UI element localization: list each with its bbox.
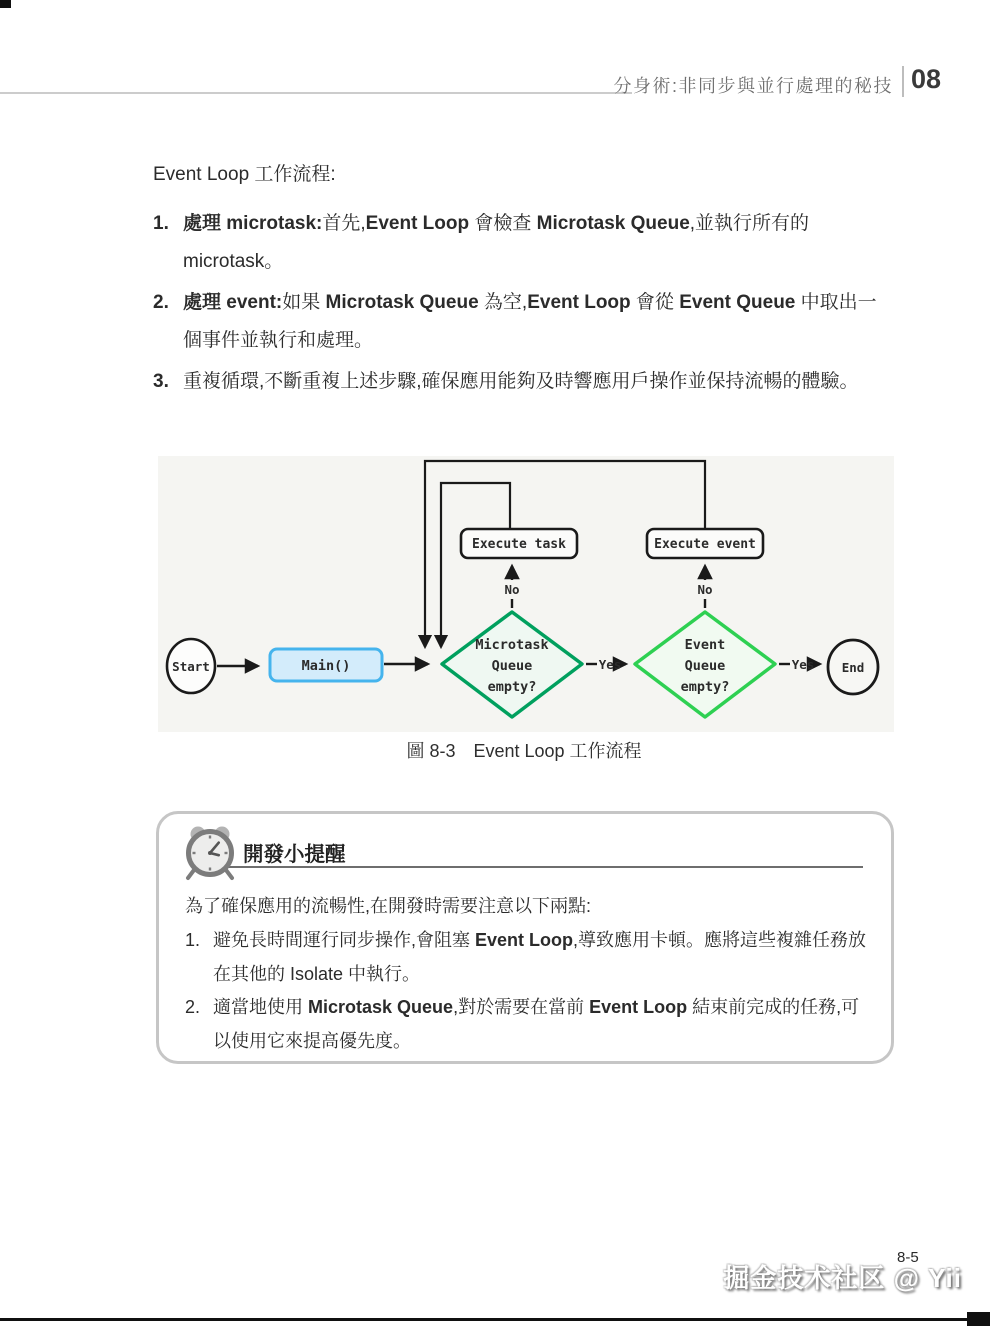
yes-label-1: Yes	[598, 657, 622, 672]
crop-mark-top-left	[0, 0, 11, 8]
event-queue-label-line1: Event	[684, 637, 726, 653]
list-item	[153, 363, 895, 401]
list-item-text: 處理 microtask:首先,Event Loop 會檢查 Microtask Queue,並執行所有的 microtask。	[183, 213, 810, 272]
tip-list	[185, 924, 867, 1058]
list-item-number: 1.	[153, 213, 169, 234]
list-item	[153, 284, 895, 359]
page-number: 8-5	[897, 1249, 919, 1266]
list-item-number: 3.	[153, 371, 169, 392]
tip-item-text: 適當地使用 Microtask Queue,對於需要在當前 Event Loop 結束前完成的任務,可以使用它來提高優先度。	[213, 997, 860, 1051]
execute-event-label: Execute event	[654, 537, 756, 552]
figure-caption: 圖 8-3 Event Loop 工作流程	[406, 741, 642, 761]
list-item	[153, 205, 895, 280]
crop-mark-bottom-right	[967, 1312, 990, 1326]
chapter-number: 08	[911, 64, 942, 94]
tip-list-item	[185, 924, 867, 991]
yes-label-2: Yes	[791, 657, 815, 672]
header-rule	[0, 92, 632, 94]
tip-list-item	[185, 991, 867, 1058]
tip-item-number: 2.	[185, 997, 201, 1017]
start-node-label: Start	[172, 659, 210, 674]
no-label-2: No	[697, 582, 713, 597]
no-label-1: No	[504, 582, 520, 597]
microtask-label-line3: empty?	[487, 679, 537, 695]
list-item-number: 2.	[153, 292, 169, 313]
tip-item-number: 1.	[185, 930, 201, 950]
watermark: 掘金技术社区 @ Yii	[723, 1263, 962, 1293]
tip-intro: 為了確保應用的流暢性,在開發時需要注意以下兩點:	[185, 896, 591, 916]
crop-mark-bottom-bar	[0, 1318, 990, 1321]
event-queue-label-line3: empty?	[680, 679, 730, 695]
microtask-label-line1: Microtask	[475, 637, 549, 653]
section-intro: Event Loop 工作流程:	[153, 164, 336, 185]
chapter-separator	[902, 66, 904, 97]
end-node-label: End	[841, 660, 865, 675]
event-loop-flowchart	[158, 456, 894, 732]
list-item-text: 處理 event:如果 Microtask Queue 為空,Event Loop 會從 Event Queue 中取出一個事件並執行和處理。	[183, 292, 877, 351]
tip-box	[156, 811, 894, 1064]
tip-title: 開發小提醒	[243, 843, 346, 866]
execute-task-label: Execute task	[472, 537, 566, 552]
workflow-list	[153, 205, 895, 405]
event-queue-label-line2: Queue	[684, 658, 726, 674]
main-node-label: Main()	[301, 658, 351, 674]
tip-item-text: 避免長時間運行同步操作,會阻塞 Event Loop,導致應用卡頓。應將這些複雜任務放在其他的 Isolate 中執行。	[213, 930, 867, 984]
microtask-label-line2: Queue	[491, 658, 533, 674]
chapter-title: 分身術:非同步與並行處理的秘技	[613, 76, 893, 96]
list-item-text: 重複循環,不斷重複上述步驟,確保應用能夠及時響應用戶操作並保持流暢的體驗。	[183, 371, 859, 392]
alarm-clock-icon	[181, 822, 239, 882]
